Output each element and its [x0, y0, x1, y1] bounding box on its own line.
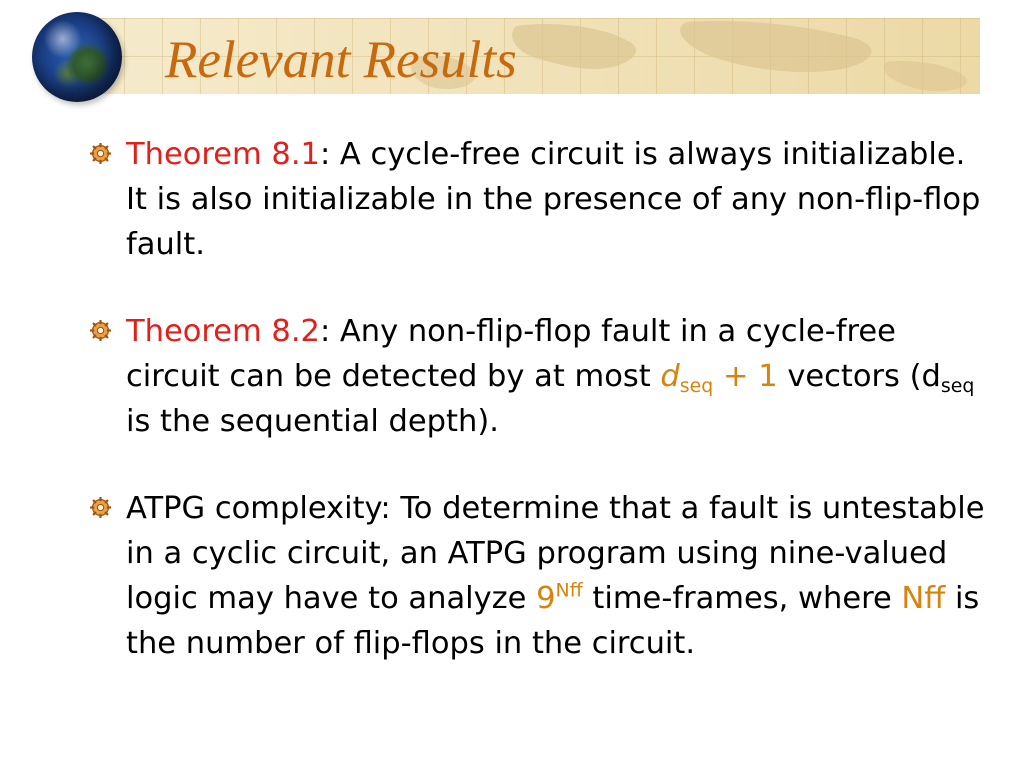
bullet-theorem-8-2 — [86, 309, 986, 444]
bullet-text: : Any non-flip-flop fault in a cycle-free circuit can be detected by at most — [126, 314, 896, 394]
theorem-label: Theorem 8.1 — [126, 137, 320, 172]
plus-one: + 1 — [713, 359, 778, 394]
gear-bullet-icon — [90, 143, 111, 164]
gear-bullet-icon — [90, 497, 111, 518]
bullet-list — [86, 132, 986, 666]
globe-icon — [32, 12, 122, 102]
nine-base: 9 — [536, 581, 556, 616]
dseq-variable: d — [660, 359, 680, 394]
nff-term: Nff — [901, 581, 946, 616]
seq-subscript: seq — [679, 375, 714, 398]
bullet-text: time-frames, where — [582, 581, 902, 616]
seq-subscript: seq — [940, 375, 975, 398]
slide-title: Relevant Results — [165, 31, 517, 89]
gear-bullet-icon — [90, 320, 111, 341]
theorem-label: Theorem 8.2 — [126, 314, 320, 349]
nff-superscript: Nff — [555, 579, 583, 602]
bullet-text: ATPG complexity: To determine that a fault is untestable in a cyclic circuit, an ATPG program using nine-valued logic may have to analyze — [126, 491, 985, 616]
bullet-text: vectors (d — [777, 359, 941, 394]
bullet-text: is the sequential depth). — [126, 404, 499, 439]
bullet-text: : A cycle-free circuit is always initializable. It is also initializable in the presence of any non-flip-flop fault. — [126, 137, 981, 262]
bullet-atpg-complexity — [86, 486, 986, 666]
bullet-text: is the number of flip-flops in the circuit. — [126, 581, 980, 661]
bullet-theorem-8-1 — [86, 132, 986, 267]
